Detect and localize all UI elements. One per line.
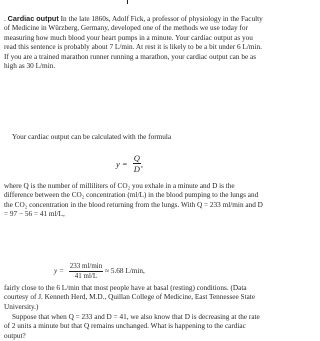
formula-denominator: D [133,164,140,174]
problem-intro-text: In the late 1860s, Adolf Fick, a professor of physiology in the Faculty of Medicine in Würzberg, Germany, developed one of the methods we use today for measuring how much blood your heart pumps in a minute. Your cardiac output as you read this sentence is probably about 7 L/min. At rest it is likely to be a bit under 6 L/min. If you are a trained marathon runner running a marathon, your cardiac output can be as high as 30 L/min. [4,15,263,71]
calc-denominator: 41 ml/L [74,272,98,280]
calc-lhs: y = [54,267,64,275]
cardiac-output-calculation [54,262,145,281]
problem-number-fragment: . [4,15,6,23]
calc-result: ≈ 5.68 L/min, [105,267,145,275]
column-tick-mark [127,0,128,4]
problem-paragraph-5: Suppose that when Q = 233 and D = 41, we also know that D is decreasing at the rate of 2 units a minute but that Q remains unchanged. What is happening to the cardiac output? [4,313,260,340]
cardiac-output-formula [116,153,143,174]
calc-fraction [69,262,103,281]
problem-paragraph-2: Your cardiac output can be calculated with the formula [12,133,172,141]
formula-lhs: y = [116,158,128,169]
formula-numerator: Q [133,153,140,163]
formula-comma: , [140,158,144,169]
formula-fraction [133,153,144,174]
calc-numerator: 233 ml/min [69,262,103,270]
problem-paragraph-4: fairly close to the 6 L/min that most people have at basal (resting) conditions. (Data courtesy of J. Kenneth Herd, M.D., Quillan College of Medicine, East Tennessee State University.) [4,284,256,311]
problem-paragraph-1 [4,14,263,71]
problem-title: Cardiac output [7,14,59,23]
problem-paragraph-3: where Q is the number of milliliters of CO₂ you exhale in a minute and D is the difference between the CO₂ concentration (ml/L) in the blood pumping to the lungs and the CO₂ concentration in the blood returning from the lungs. With Q = 233 ml/min and D = 97 − 56 = 41 ml/L, [4,182,263,219]
